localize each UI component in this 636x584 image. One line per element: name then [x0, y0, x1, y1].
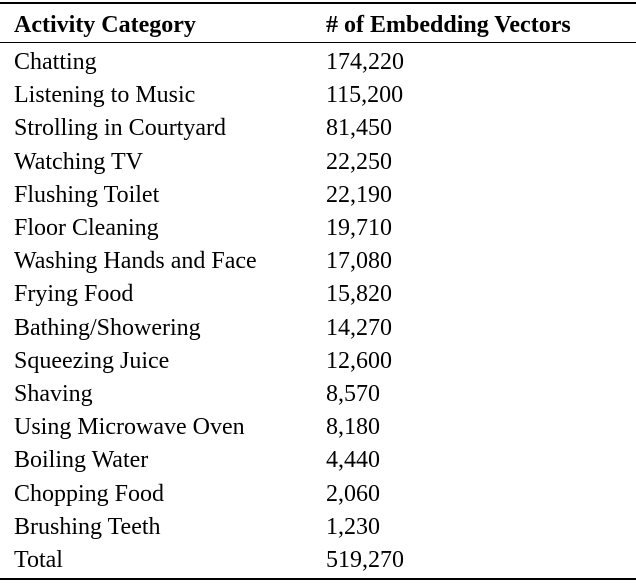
activity-category-cell: Flushing Toilet	[14, 181, 160, 208]
vector-count-cell: 8,570	[326, 380, 380, 407]
vector-count-cell: 19,710	[326, 215, 392, 242]
data-table	[0, 8, 636, 577]
vector-count-cell: 2,060	[326, 480, 380, 507]
table-row	[0, 112, 636, 145]
activity-category-cell: Squeezing Juice	[14, 347, 170, 374]
table-row	[0, 477, 636, 510]
table-row	[0, 146, 636, 179]
vector-count-cell: 17,080	[326, 248, 392, 275]
table-row	[0, 79, 636, 112]
header-embedding-vectors: # of Embedding Vectors	[326, 12, 571, 38]
total-label-cell: Total	[14, 546, 63, 573]
activity-category-cell: Chopping Food	[14, 480, 165, 507]
table-header	[0, 8, 636, 44]
activity-category-cell: Chatting	[14, 49, 97, 76]
vector-count-cell: 174,220	[326, 49, 404, 76]
table-body	[0, 44, 636, 577]
activity-category-cell: Listening to Music	[14, 82, 196, 109]
vector-count-cell: 15,820	[326, 281, 392, 308]
activity-category-cell: Strolling in Courtyard	[14, 115, 226, 142]
activity-category-cell: Watching TV	[14, 148, 143, 175]
activity-category-cell: Washing Hands and Face	[14, 248, 257, 275]
table-row	[0, 179, 636, 212]
activity-category-cell: Shaving	[14, 380, 93, 407]
table-row	[0, 411, 636, 444]
table-row	[0, 378, 636, 411]
table-row	[0, 278, 636, 311]
table-row	[0, 345, 636, 378]
vector-count-cell: 115,200	[326, 82, 404, 109]
activity-category-cell: Brushing Teeth	[14, 513, 161, 540]
vector-count-cell: 22,190	[326, 181, 392, 208]
activity-category-cell: Using Microwave Oven	[14, 414, 245, 441]
vector-count-cell: 22,250	[326, 148, 392, 175]
vector-count-cell: 1,230	[326, 513, 380, 540]
table-row	[0, 511, 636, 544]
header-row	[0, 8, 636, 44]
vector-count-cell: 4,440	[326, 447, 380, 474]
header-activity-category: Activity Category	[14, 12, 196, 38]
table-row	[0, 212, 636, 245]
vector-count-cell: 14,270	[326, 314, 392, 341]
total-row	[0, 544, 636, 577]
activity-category-cell: Bathing/Showering	[14, 314, 201, 341]
table-row	[0, 44, 636, 79]
table-row	[0, 245, 636, 278]
activity-category-cell: Floor Cleaning	[14, 215, 159, 242]
activity-category-cell: Frying Food	[14, 281, 134, 308]
table-bottom-rule	[0, 578, 636, 580]
vector-count-cell: 8,180	[326, 414, 380, 441]
total-value-cell: 519,270	[326, 546, 404, 573]
table-row	[0, 444, 636, 477]
table-top-rule	[0, 2, 636, 4]
activity-category-cell: Boiling Water	[14, 447, 149, 474]
vector-count-cell: 81,450	[326, 115, 392, 142]
vector-count-cell: 12,600	[326, 347, 392, 374]
table-row	[0, 312, 636, 345]
